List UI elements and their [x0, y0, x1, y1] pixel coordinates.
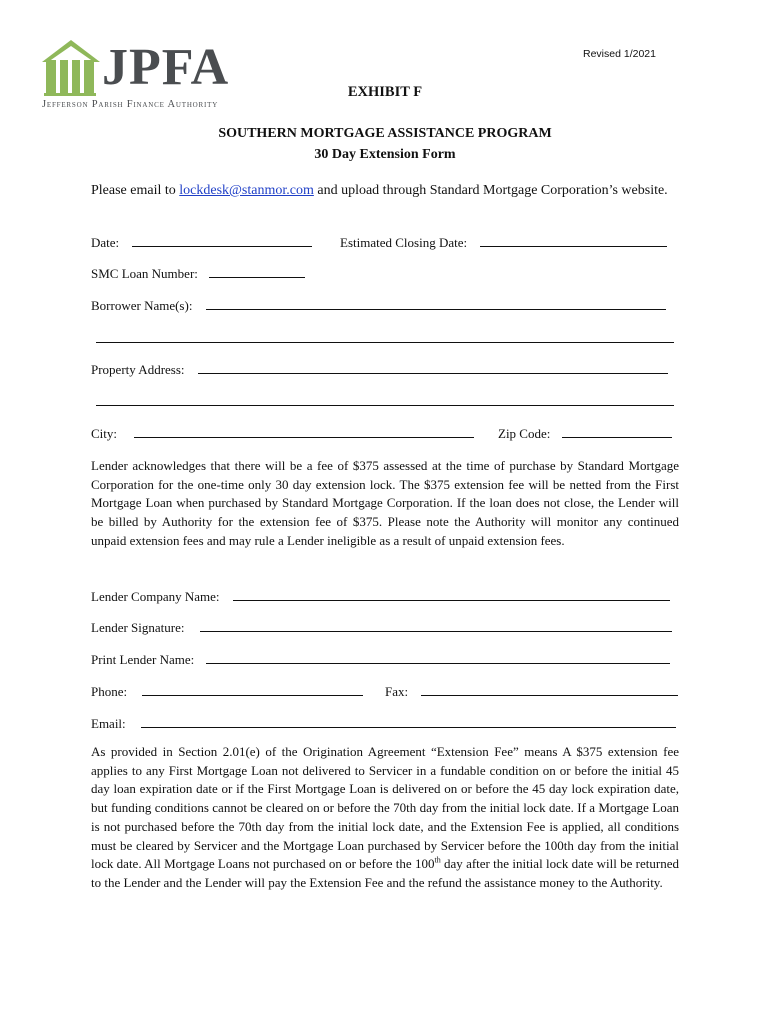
revision-date: Revised 1/2021: [583, 48, 656, 60]
acknowledgement-paragraph: Lender acknowledges that there will be a fee of $375 assessed at the time of purchase by Standard Mortgage Corporation for the one-time only 30 day extension lock. The $375 extension fee will be netted from the First Mortgage Loan when purchased by Standard Mortgage Corporation. If the loan does not close, the Lender will be billed by Authority for the extension fee of $375. Please note the Authority will monitor any continued unpaid extension fees and may rule a Lender ineligible as a result of unpaid extension fees.: [91, 458, 679, 548]
closing-date-row: [340, 234, 667, 251]
loan-number-field[interactable]: [209, 265, 305, 278]
intro-paragraph: [91, 180, 679, 201]
exhibit-title: EXHIBIT F: [347, 84, 423, 100]
loan-number-label: SMC Loan Number:: [91, 266, 198, 281]
lender-company-field[interactable]: [233, 588, 670, 601]
borrower-row-2: [96, 330, 674, 347]
fax-field[interactable]: [421, 683, 678, 696]
loan-number-row: [91, 265, 305, 282]
intro-text-before: Please email to: [91, 183, 180, 198]
print-lender-label: Print Lender Name:: [91, 652, 195, 667]
email-label: Email:: [91, 716, 126, 731]
date-label: Date:: [91, 235, 120, 250]
date-row: [91, 234, 312, 251]
city-label: City:: [91, 426, 118, 441]
print-lender-row: [91, 651, 670, 668]
email-link[interactable]: lockdesk@stanmor.com: [179, 183, 314, 198]
property-field-line-2[interactable]: [96, 393, 674, 406]
provision-text-before: As provided in Section 2.01(e) of the Origination Agreement “Extension Fee” means A $375 extension fee applies to any First Mortgage Loan not delivered to Servicer in a fundable condition on or before the initial 45 day loan expiration date or if the First Mortgage Loan is delivered on or before the 45 day lock expiration date, but funding conditions cannot be cleared on or before the 70th day from the initial lock date. If a Mortgage Loan is not purchased before the 70th day from the initial lock date, and the Extension Fee is applied, all conditions must be cleared by Servicer and the Mortgage Loan purchased by Servicer before the 100th day from the initial lock date. All Mortgage Loans not purchased on or before the 100: [91, 744, 679, 872]
zip-field[interactable]: [562, 425, 672, 438]
logo-org-name: Jefferson Parish Finance Authority: [42, 99, 219, 110]
borrower-field[interactable]: [206, 297, 666, 310]
logo-text: JPFA: [102, 39, 230, 96]
lender-signature-field[interactable]: [200, 619, 672, 632]
property-label: Property Address:: [91, 362, 185, 377]
phone-row: [91, 683, 363, 700]
borrower-field-line-2[interactable]: [96, 330, 674, 343]
jpfa-logo: [40, 36, 250, 116]
lender-signature-row: [91, 619, 672, 636]
program-title: SOUTHERN MORTGAGE ASSISTANCE PROGRAM: [218, 126, 552, 141]
property-field[interactable]: [198, 361, 668, 374]
email-row: [91, 715, 676, 732]
borrower-label: Borrower Name(s):: [91, 298, 193, 313]
property-row: [91, 361, 668, 378]
fax-row: [385, 683, 678, 700]
lender-company-label: Lender Company Name:: [91, 589, 220, 604]
extension-fee-paragraph: [91, 743, 679, 893]
city-field[interactable]: [134, 425, 474, 438]
phone-field[interactable]: [142, 683, 363, 696]
date-field[interactable]: [132, 234, 312, 247]
closing-date-label: Estimated Closing Date:: [340, 235, 468, 250]
lender-signature-label: Lender Signature:: [91, 620, 185, 635]
property-row-2: [96, 393, 674, 410]
email-field[interactable]: [141, 715, 676, 728]
form-subtitle: 30 Day Extension Form: [314, 147, 456, 162]
lender-company-row: [91, 588, 670, 605]
zip-row: [498, 425, 672, 442]
provision-superscript: th: [434, 855, 441, 865]
closing-date-field[interactable]: [480, 234, 667, 247]
borrower-row: [91, 297, 666, 314]
phone-label: Phone:: [91, 684, 128, 699]
city-row: [91, 425, 474, 442]
fax-label: Fax:: [385, 684, 409, 699]
intro-text-after: and upload through Standard Mortgage Corporation’s website.: [313, 183, 668, 198]
zip-label: Zip Code:: [498, 426, 551, 441]
provision-text-after: day after the initial lock date will be returned to the Lender and the Lender will pay the Extension Fee and the refund the assistance money to the Authority.: [91, 856, 679, 890]
print-lender-field[interactable]: [206, 651, 670, 664]
